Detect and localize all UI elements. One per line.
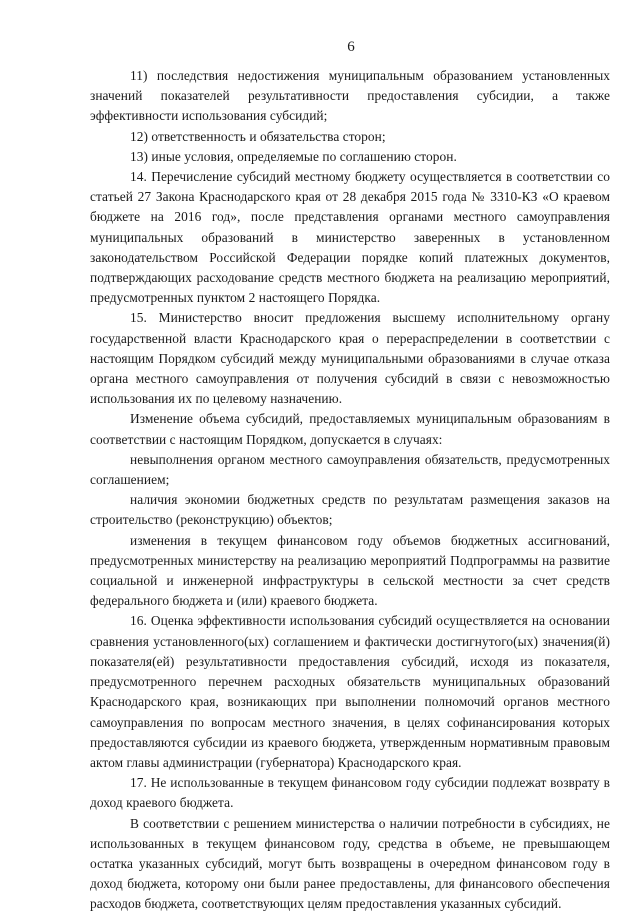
case-budget-changes: изменения в текущем финансовом году объемов бюджетных ассигнований, предусмотренных министерству на реализацию мероприятий Подпрограммы на развитие социальной и инженерной инфраструктуры в сельской местности за счет средств федерального бюджета и (или) краевого бюджета.	[90, 532, 610, 609]
paragraph-item-12: 12) ответственность и обязательства сторон;	[130, 128, 386, 144]
paragraph-item-13: 13) иные условия, определяемые по соглашению сторон.	[130, 148, 457, 164]
paragraph-change-volume: Изменение объема субсидий, предоставляемых муниципальным образованиям в соответствии с настоящим Порядком, допускается в случаях:	[90, 411, 610, 447]
paragraph-item-11: 11) последствия недостижения муниципальным образованием установленных значений показателей результативности предоставления субсидии, а также эффективности использования субсидий;	[90, 68, 610, 124]
case-savings: наличия экономии бюджетных средств по результатам размещения заказов на строительство (реконструкцию) объектов;	[90, 492, 610, 528]
paragraph-17: 17. Не использованные в текущем финансовом году субсидии подлежат возврату в доход краевого бюджета.	[90, 775, 610, 811]
paragraph-14: 14. Перечисление субсидий местному бюджету осуществляется в соответствии со статьей 27 Закона Краснодарского края от 28 декабря 2015 года № 3310-КЗ «О краевом бюджете на 2016 год», после представления органами местного самоуправления муниципальных образований в министерство заверенных в установленном законодательством Российской Федерации порядке копий платежных документов, подтверждающих расходование средств местного бюджета на реализацию мероприятий, предусмотренных пунктом 2 настоящего Порядка.	[90, 169, 610, 306]
paragraph-16: 16. Оценка эффективности использования субсидий осуществляется на основании сравнения установленного(ых) соглашением и фактически достигнутого(ых) значения(й) показателя(ей) результативности предоставления субсидий, исходя из показателя, предусмотренного перечнем расходных обязательств муниципальных образований Краснодарского края, возникающих при выполнении полномочий органов местного самоуправления по вопросам местного значения, в целях софинансирования которых предоставляются субсидии из краевого бюджета, утвержденным нормативным правовым актом главы администрации (губернатора) Краснодарского края.	[90, 613, 610, 770]
document-page	[90, 38, 610, 915]
paragraph-return-decision: В соответствии с решением министерства о наличии потребности в субсидиях, не использованных в текущем финансовом году, средства в объеме, не превышающем остатка указанных субсидий, могут быть возвращены в очередном финансовом году в доход бюджета, которому они были ранее предоставлены, для финансового обеспечения расходов бюджета, соответствующих целям предоставления указанных субсидий.	[90, 815, 610, 912]
case-nonfulfillment: невыполнения органом местного самоуправления обязательств, предусмотренных соглашением;	[90, 451, 610, 488]
page-number: 6	[347, 39, 355, 55]
paragraph-15: 15. Министерство вносит предложения высшему исполнительному органу государственной власти Краснодарского края о перераспределении в соответствии с настоящим Порядком субсидий между муниципальными образованиями в случае отказа органа местного самоуправления от получения субсидий в связи с невозможностью использования их по целевому назначению.	[90, 310, 610, 407]
